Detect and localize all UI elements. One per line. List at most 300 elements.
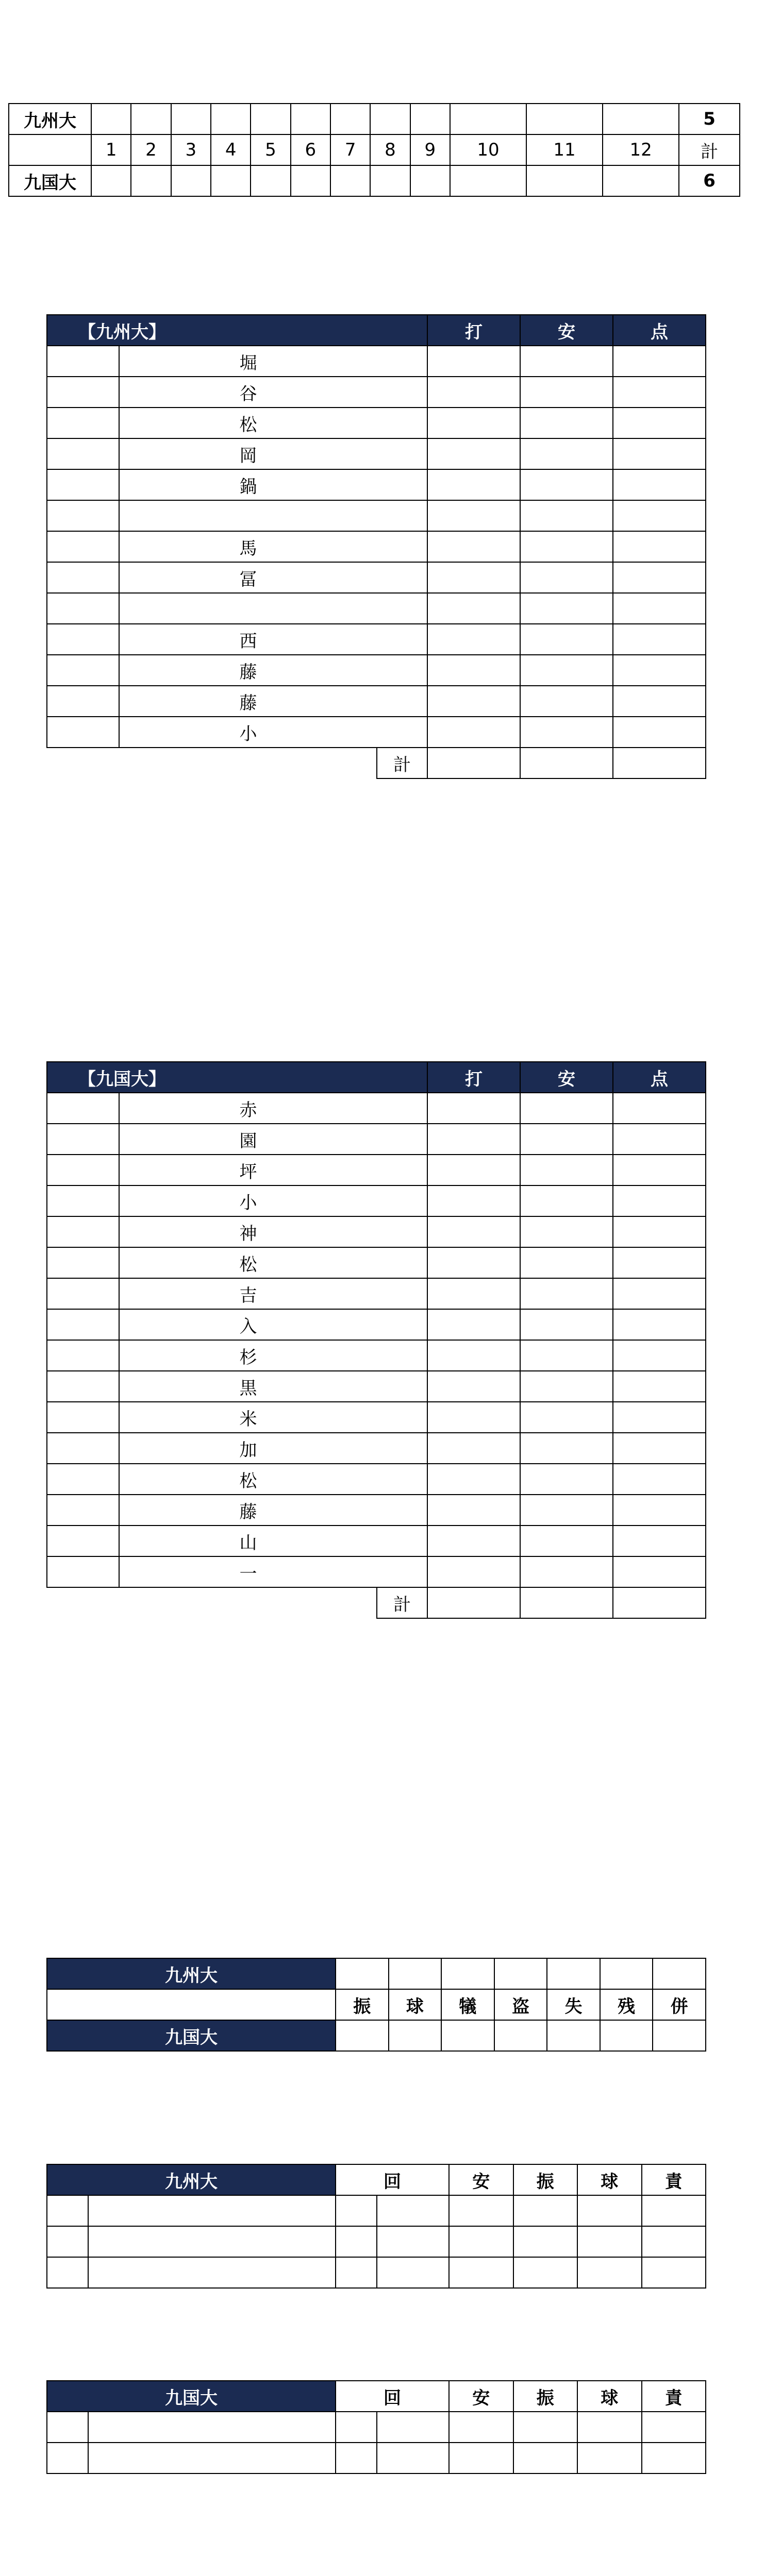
position [47,717,119,748]
hits [520,1124,613,1155]
stat-value [336,2020,389,2051]
column-header: 安 [520,315,613,346]
rbi [613,1278,706,1309]
inning-score [603,104,679,134]
inning-score: 5 [679,104,740,134]
player-name: 鍋 [119,469,377,500]
pitcher-row [47,2443,706,2473]
rbi [613,1464,706,1495]
at-bats [427,1093,520,1124]
at-bats [427,1433,520,1464]
player-row [47,686,706,717]
hits-allowed [449,2412,513,2443]
inning-number: 6 [291,134,330,165]
inning-score [410,165,450,196]
hits-allowed [449,2443,513,2473]
player-row [47,717,706,748]
position [47,1124,119,1155]
strikeouts [513,2226,578,2257]
player-name-pad [377,1185,427,1216]
hits [520,593,613,624]
position [47,469,119,500]
at-bats [427,655,520,686]
player-row [47,1433,706,1464]
player-name-pad [377,593,427,624]
column-header: 打 [427,1062,520,1093]
pitcher-name [88,2226,336,2257]
at-bats [427,717,520,748]
stat-value: 併 [653,1989,706,2020]
inning-score [91,104,131,134]
innings-whole [336,2226,377,2257]
total-hits [520,1587,613,1618]
player-name: 藤 [119,686,377,717]
at-bats [427,469,520,500]
at-bats [427,438,520,469]
player-name: 藤 [119,1495,377,1526]
inning-score [526,104,603,134]
inning-number: 8 [370,134,410,165]
at-bats [427,1526,520,1556]
player-row [47,593,706,624]
inning-score [131,165,171,196]
inning-score [450,104,526,134]
pitcher-row [47,2412,706,2443]
hits [520,438,613,469]
strikeouts [513,2195,578,2226]
column-header: 安 [520,1062,613,1093]
hits-allowed [449,2226,513,2257]
position [47,1495,119,1526]
team-name [47,1989,336,2020]
position [47,531,119,562]
innings-fraction [377,2257,449,2288]
column-header: 球 [577,2381,642,2412]
scoreboard [8,103,740,197]
inning-score [410,104,450,134]
column-header: 打 [427,315,520,346]
position [47,1093,119,1124]
player-name: 入 [119,1309,377,1340]
column-header: 球 [577,2164,642,2195]
player-name [119,593,377,624]
player-row [47,1526,706,1556]
at-bats [427,1340,520,1371]
at-bats [427,1155,520,1185]
position [47,377,119,408]
stat-value [547,1958,600,1989]
stat-value [600,2020,653,2051]
player-name-pad [377,1278,427,1309]
player-name-pad [377,562,427,593]
player-row [47,1216,706,1247]
hits [520,624,613,655]
innings-whole [336,2443,377,2473]
hits-allowed [449,2257,513,2288]
strikeouts [513,2443,578,2473]
player-name: 冨 [119,562,377,593]
player-name-pad [377,1155,427,1185]
rbi [613,593,706,624]
position [47,1247,119,1278]
position [47,1371,119,1402]
inning-number: 10 [450,134,526,165]
rbi [613,1340,706,1371]
pitching-header-row [47,2381,706,2412]
stat-value: 失 [547,1989,600,2020]
inning-score [91,165,131,196]
rbi [613,1185,706,1216]
position [47,593,119,624]
strikeouts [513,2412,578,2443]
inning-number: 計 [679,134,740,165]
stat-value: 球 [389,1989,442,2020]
inning-number: 5 [251,134,290,165]
pitching-team1 [46,2164,706,2289]
inning-score [171,165,211,196]
at-bats [427,1185,520,1216]
box-score-team2 [46,1061,706,1619]
pitcher-row [47,2257,706,2288]
player-name-pad [377,655,427,686]
inning-score [330,165,370,196]
player-row [47,1247,706,1278]
inning-score [291,165,330,196]
blank-cell [9,134,91,165]
total-label: 計 [377,748,427,778]
earned-runs [642,2226,706,2257]
inning-score [603,165,679,196]
player-row [47,1185,706,1216]
inning-number: 9 [410,134,450,165]
earned-runs [642,2195,706,2226]
hits [520,717,613,748]
player-name: 坪 [119,1155,377,1185]
hits [520,1155,613,1185]
position [47,1433,119,1464]
position [47,624,119,655]
team-name: 九州大 [47,1958,336,1989]
walks [577,2226,642,2257]
player-name: 小 [119,1185,377,1216]
hits [520,377,613,408]
hits-allowed [449,2195,513,2226]
hits [520,1556,613,1587]
hits [520,562,613,593]
pitcher-name [88,2412,336,2443]
stat-value [389,1958,442,1989]
team-label: 九州大 [47,2164,336,2195]
player-name: 松 [119,1464,377,1495]
hits [520,469,613,500]
player-name-pad [377,1556,427,1587]
inning-score [526,165,603,196]
rbi [613,1155,706,1185]
player-name-pad [377,500,427,531]
team-label: 【九国大】 [47,1062,427,1093]
at-bats [427,377,520,408]
player-row [47,500,706,531]
rbi [613,346,706,377]
player-name: 赤 [119,1093,377,1124]
total-rbi [613,748,706,778]
player-name: 谷 [119,377,377,408]
player-name: 一 [119,1556,377,1587]
pitching-header-row [47,2164,706,2195]
inning-score [131,104,171,134]
inning-number: 11 [526,134,603,165]
player-row [47,1093,706,1124]
strikeouts [513,2257,578,2288]
player-name-pad [377,1464,427,1495]
stat-value [441,2020,494,2051]
rbi [613,1433,706,1464]
team-label: 【九州大】 [47,315,427,346]
score-row-team2 [9,165,740,196]
stat-value [547,2020,600,2051]
player-name-pad [377,377,427,408]
decision-mark [47,2195,88,2226]
player-name-pad [377,1247,427,1278]
total-rbi [613,1587,706,1618]
team-name: 九国大 [9,165,91,196]
player-name: 岡 [119,438,377,469]
position [47,1402,119,1433]
column-header: 安 [449,2164,513,2195]
decision-mark [47,2226,88,2257]
position [47,1278,119,1309]
stats-row-team1 [47,1958,706,1989]
earned-runs [642,2412,706,2443]
pitcher-row [47,2226,706,2257]
rbi [613,1216,706,1247]
player-name-pad [377,624,427,655]
stat-value [653,2020,706,2051]
player-row [47,377,706,408]
rbi [613,1402,706,1433]
at-bats [427,1247,520,1278]
pitcher-row [47,2195,706,2226]
position [47,1155,119,1185]
player-row [47,1402,706,1433]
at-bats [427,1216,520,1247]
rbi [613,531,706,562]
earned-runs [642,2257,706,2288]
hits [520,1464,613,1495]
at-bats [427,500,520,531]
position [47,438,119,469]
at-bats [427,593,520,624]
hits [520,1371,613,1402]
stat-value [494,2020,547,2051]
position [47,562,119,593]
blank-cell [47,1587,377,1618]
position [47,686,119,717]
player-name: 杉 [119,1340,377,1371]
hits [520,1247,613,1278]
rbi [613,469,706,500]
team-stats [46,1958,706,2052]
player-name-pad [377,1526,427,1556]
rbi [613,686,706,717]
player-name-pad [377,346,427,377]
hits [520,1093,613,1124]
stat-value: 残 [600,1989,653,2020]
position [47,655,119,686]
player-name: 堀 [119,346,377,377]
stat-value [389,2020,442,2051]
inning-score [171,104,211,134]
innings-whole [336,2195,377,2226]
at-bats [427,1556,520,1587]
rbi [613,717,706,748]
blank-cell [47,748,377,778]
position [47,1216,119,1247]
column-header: 回 [336,2164,449,2195]
player-name: 藤 [119,655,377,686]
stat-value [336,1958,389,1989]
player-row [47,1495,706,1526]
column-header: 責 [642,2381,706,2412]
player-name: 松 [119,408,377,438]
total-at-bats [427,1587,520,1618]
stat-value [600,1958,653,1989]
hits [520,531,613,562]
player-name: 山 [119,1526,377,1556]
earned-runs [642,2443,706,2473]
player-name-pad [377,438,427,469]
walks [577,2257,642,2288]
rbi [613,655,706,686]
at-bats [427,1402,520,1433]
inning-number: 2 [131,134,171,165]
inning-score [370,104,410,134]
player-row [47,469,706,500]
player-name: 米 [119,1402,377,1433]
innings-fraction [377,2443,449,2473]
stats-header-row [47,1989,706,2020]
player-row [47,1155,706,1185]
position [47,1464,119,1495]
column-header: 安 [449,2381,513,2412]
at-bats [427,562,520,593]
player-name-pad [377,1433,427,1464]
player-name-pad [377,717,427,748]
column-header: 回 [336,2381,449,2412]
inning-score [251,104,290,134]
inning-number: 4 [211,134,251,165]
player-name-pad [377,1340,427,1371]
player-name: 小 [119,717,377,748]
at-bats [427,686,520,717]
team-label: 九国大 [47,2381,336,2412]
innings-whole [336,2412,377,2443]
at-bats [427,531,520,562]
player-name-pad [377,1495,427,1526]
column-header: 責 [642,2164,706,2195]
hits [520,1340,613,1371]
rbi [613,500,706,531]
team-name: 九州大 [9,104,91,134]
player-name-pad [377,408,427,438]
position [47,346,119,377]
inning-number: 7 [330,134,370,165]
player-row [47,531,706,562]
hits [520,500,613,531]
player-row [47,1278,706,1309]
position [47,500,119,531]
column-header: 振 [513,2381,578,2412]
inning-number: 1 [91,134,131,165]
pitcher-name [88,2195,336,2226]
innings-fraction [377,2412,449,2443]
inning-score [211,104,251,134]
player-row [47,1464,706,1495]
decision-mark [47,2443,88,2473]
walks [577,2412,642,2443]
inning-score [211,165,251,196]
inning-number: 3 [171,134,211,165]
rbi [613,438,706,469]
player-name [119,500,377,531]
innings-fraction [377,2195,449,2226]
player-row [47,624,706,655]
stat-value: 犠 [441,1989,494,2020]
player-row [47,1309,706,1340]
team-name: 九国大 [47,2020,336,2051]
rbi [613,562,706,593]
column-header: 点 [613,1062,706,1093]
player-row [47,1124,706,1155]
at-bats [427,1124,520,1155]
box-score-team1 [46,314,706,779]
walks [577,2195,642,2226]
player-name-pad [377,1371,427,1402]
player-name: 加 [119,1433,377,1464]
rbi [613,1371,706,1402]
position [47,408,119,438]
decision-mark [47,2257,88,2288]
hits [520,655,613,686]
stat-value [441,1958,494,1989]
total-label: 計 [377,1587,427,1618]
column-header: 振 [513,2164,578,2195]
total-hits [520,748,613,778]
player-name: 松 [119,1247,377,1278]
at-bats [427,624,520,655]
total-row [47,748,706,778]
hits [520,1402,613,1433]
player-row [47,1371,706,1402]
stat-value: 盗 [494,1989,547,2020]
hits [520,1495,613,1526]
player-row [47,408,706,438]
rbi [613,377,706,408]
player-name-pad [377,1216,427,1247]
rbi [613,1556,706,1587]
walks [577,2443,642,2473]
inning-score [370,165,410,196]
player-name-pad [377,686,427,717]
position [47,1309,119,1340]
total-row [47,1587,706,1618]
at-bats [427,346,520,377]
decision-mark [47,2412,88,2443]
player-name-pad [377,1124,427,1155]
player-name: 神 [119,1216,377,1247]
score-row-team1 [9,104,740,134]
inning-score [291,104,330,134]
